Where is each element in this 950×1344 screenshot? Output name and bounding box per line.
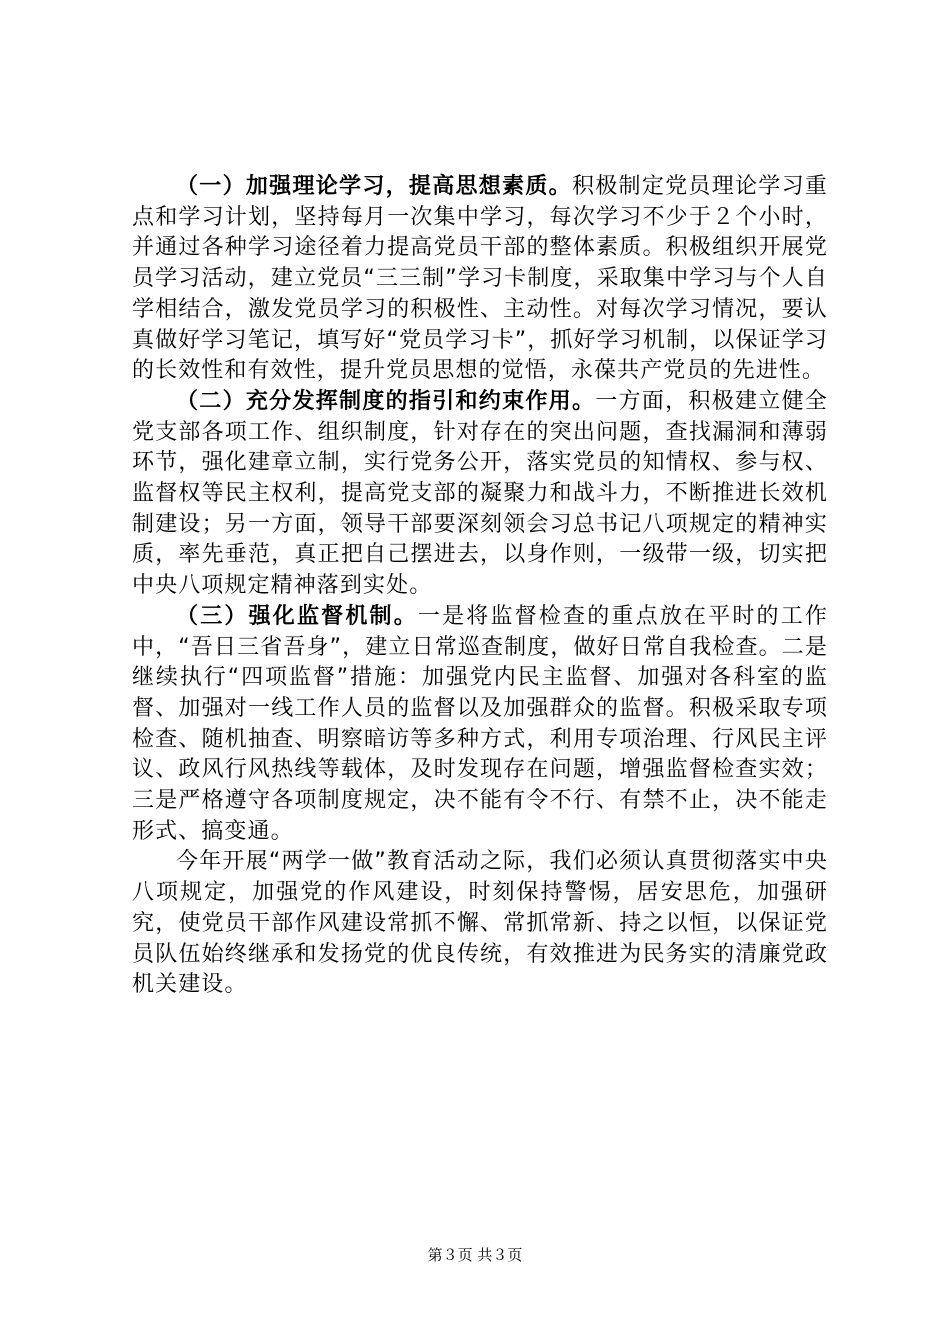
paragraph-supervision <box>132 602 828 848</box>
document-body <box>132 172 828 1001</box>
page-footer <box>0 1244 950 1265</box>
paragraph-text: 一方面，积极建立健全党支部各项工作、组织制度，针对存在的突出问题，查找漏洞和薄弱环节，强化建章立制，实行党务公开，落实党员的知情权、参与权、监督权等民主权利，提高党支部的凝聚力和战斗力，不断推进长效机制建设；另一方面，领导干部要深刻领会习总书记八项规定的精神实质，率先垂范，真正把自己摆进去，以身作则，一级带一级，切实把中央八项规定精神落到实处。 <box>132 388 828 599</box>
paragraph-text: 一是将监督检查的重点放在平时的工作中，“吾日三省吾身”，建立日常巡查制度，做好日常自我检查。二是继续执行“四项监督”措施：加强党内民主监督、加强对各科室的监督、加强对一线工作人员的监督以及加强群众的监督。积极采取专项检查、随机抽查、明察暗访等多种方式，利用专项治理、行风民主评议、政风行风热线等载体，及时发现存在问题，增强监督检查实效；三是严格遵守各项制度规定，决不能有令不行、有禁不止，决不能走形式、搞变通。 <box>132 603 828 844</box>
paragraph-heading: （三）强化监督机制。 <box>176 603 418 629</box>
paragraph-conclusion <box>132 847 828 1001</box>
paragraph-heading: （二）充分发挥制度的指引和约束作用。 <box>176 388 596 414</box>
paragraph-institutional-role <box>132 387 828 602</box>
paragraph-text: 今年开展“两学一做”教育活动之际，我们必须认真贯彻落实中央八项规定，加强党的作风建设，时刻保持警惕，居安思危，加强研究，使党员干部作风建设常抓不懈、常抓常新、持之以恒，以保证党员队伍始终继承和发扬党的优良传统，有效推进为民务实的清廉党政机关建设。 <box>132 849 828 998</box>
paragraph-theory-study <box>132 172 828 387</box>
paragraph-heading: （一）加强理论学习，提高思想素质。 <box>176 174 572 199</box>
page-number-label: 第３页 共３页 <box>427 1246 523 1264</box>
paragraph-text: 积极制定党员理论学习重点和学习计划，坚持每月一次集中学习，每次学习不少于２个小时，并通过各种学习途径着力提高党员干部的整体素质。积极组织开展党员学习活动，建立党员“三三制”学习卡制度，采取集中学习与个人自学相结合，激发党员学习的积极性、主动性。对每次学习情况，要认真做好学习笔记，填写好“党员学习卡”，抓好学习机制，以保证学习的长效性和有效性，提升党员思想的觉悟，永葆共产党员的先进性。 <box>132 174 828 384</box>
